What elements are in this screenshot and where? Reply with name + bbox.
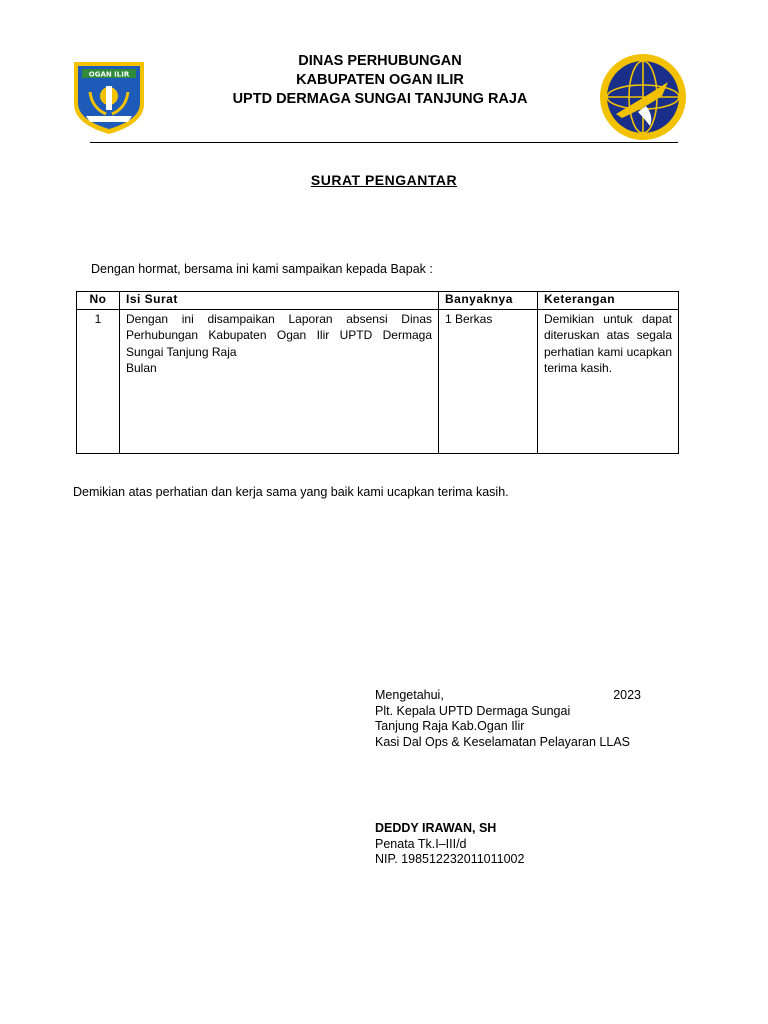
dinas-perhubungan-emblem-icon [598,52,688,142]
sign-position-1: Plt. Kepala UPTD Dermaga Sungai [375,703,571,718]
sign-year: 2023 [613,688,641,702]
header-line-1: DINAS PERHUBUNGAN [298,53,462,69]
signer-name: DEDDY IRAWAN, SH [375,821,497,835]
signature-block [375,688,645,750]
cell-no: 1 [77,310,120,454]
header-line-3: UPTD DERMAGA SUNGAI TANJUNG RAJA [232,91,528,107]
letterhead [180,52,580,109]
table-header-row [77,292,679,310]
header-line-2: KABUPATEN OGAN ILIR [296,72,464,88]
col-header-banyaknya: Banyaknya [439,292,538,310]
cell-isi-surat [120,310,439,454]
col-header-isi-surat: Isi Surat [120,292,439,310]
document-title: SURAT PENGANTAR [310,172,458,188]
sign-position-2: Tanjung Raja Kab.Ogan Ilir [375,719,525,733]
signer-rank: Penata Tk.I–III/d [375,836,467,851]
ogan-ilir-emblem-icon [68,54,150,136]
header-divider [90,142,678,143]
sign-position-3: Kasi Dal Ops & Keselamatan Pelayaran LLAS [375,734,630,749]
closing-text: Demikian atas perhatian dan kerja sama yang baik kami ucapkan terima kasih. [73,485,509,499]
col-header-no: No [77,292,120,310]
greeting-text: Dengan hormat, bersama ini kami sampaikan kepada Bapak : [91,262,433,276]
logo-left-text: OGAN ILIR [88,70,130,79]
col-header-keterangan: Keterangan [538,292,679,310]
document-table [76,291,679,454]
sign-label: Mengetahui, [375,688,444,702]
table-row [77,310,679,454]
signer-block [375,821,524,868]
signer-nip: NIP. 198512232011011002 [375,852,525,866]
cell-isi-main: Dengan ini disampaikan Laporan absensi Dinas Perhubungan Kabupaten Ogan Ilir UPTD Dermaga Sungai Tanjung Raja [126,312,432,359]
cell-isi-extra: Bulan [126,360,157,375]
sign-header-row [375,688,645,704]
cell-keterangan: Demikian untuk dapat diteruskan atas segala perhatian kami ucapkan terima kasih. [538,310,679,454]
cell-banyaknya: 1 Berkas [439,310,538,454]
